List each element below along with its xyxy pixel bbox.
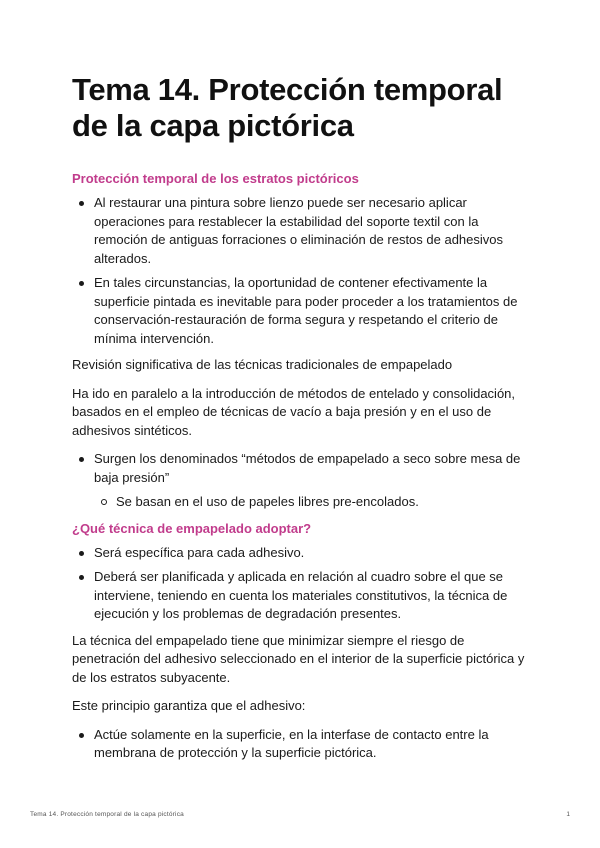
page-number: 1 [566, 811, 570, 818]
list-item-text: Será específica para cada adhesivo. [94, 544, 305, 560]
bullet-list-2 [72, 450, 532, 512]
page-title: Tema 14. Protección temporal de la capa pictórica [72, 72, 503, 143]
section-heading-proteccion: Protección temporal de los estratos pictóricos [72, 171, 359, 186]
list-item [72, 568, 532, 624]
section-heading-tecnica: ¿Qué técnica de empapelado adoptar? [72, 520, 312, 536]
paragraph-minimizar: La técnica del empapelado tiene que minimizar siempre el riesgo de penetración del adhesivo seleccionado en el interior de la superficie pictórica y de los estratos subyacente. [72, 632, 525, 685]
bullet-icon [79, 201, 84, 206]
bullet-icon [79, 733, 84, 738]
paragraph-principio: Este principio garantiza que el adhesivo: [72, 698, 306, 713]
hollow-bullet-icon [101, 499, 107, 505]
sub-bullet-list [94, 493, 532, 512]
bullet-icon [79, 281, 84, 286]
sub-list-item-text: Se basan en el uso de papeles libres pre-encolados. [116, 494, 419, 509]
list-item [72, 544, 532, 563]
list-item [72, 194, 532, 268]
bullet-list-4 [72, 726, 532, 763]
list-item-text: En tales circunstancias, la oportunidad de contener efectivamente la superficie pintada es inevitable para poder proceder a los tratamientos de conservación-restauración de forma segura y respetando el criterio de mínima intervención. [94, 275, 518, 346]
bullet-icon [79, 575, 84, 580]
list-item [72, 274, 532, 348]
bullet-list-3 [72, 544, 532, 624]
paragraph-paralelo: Ha ido en paralelo a la introducción de métodos de entelado y consolidación, basados en el empleo de técnicas de vacío a baja presión y en el uso de adhesivos sintéticos. [72, 385, 516, 438]
bullet-icon [79, 551, 84, 556]
list-item-text: Surgen los denominados “métodos de empapelado a seco sobre mesa de baja presión” [94, 451, 521, 485]
bullet-icon [79, 457, 84, 462]
list-item-text: Al restaurar una pintura sobre lienzo puede ser necesario aplicar operaciones para restablecer la estabilidad del soporte textil con la remoción de antiguas forraciones o eliminación de restos de adhesivos alterados. [94, 195, 504, 266]
sub-list-item [94, 493, 532, 512]
footer-title: Tema 14. Protección temporal de la capa pictórica [30, 811, 184, 818]
list-item-text: Deberá ser planificada y aplicada en relación al cuadro sobre el que se interviene, teniendo en cuenta los materiales constitutivos, la técnica de ejecución y los problemas de degradación presentes. [94, 569, 508, 621]
bullet-list-1 [72, 194, 532, 348]
document-page [72, 72, 532, 771]
list-item [72, 726, 532, 763]
paragraph-revision: Revisión significativa de las técnicas tradicionales de empapelado [72, 357, 453, 372]
list-item-text: Actúe solamente en la superficie, en la interfase de contacto entre la membrana de protección y la superficie pictórica. [94, 726, 489, 760]
list-item [72, 450, 532, 512]
